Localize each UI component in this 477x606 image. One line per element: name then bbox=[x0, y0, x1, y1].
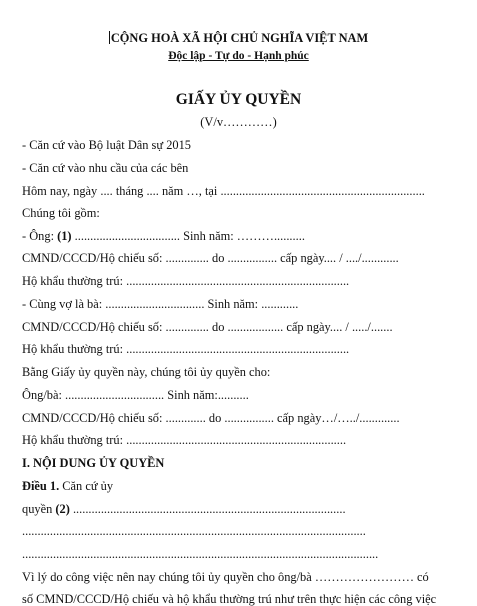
article-1-cont-line bbox=[22, 503, 346, 515]
date-place-line: Hôm nay, ngày .... tháng .... năm …, tại .................................................................. bbox=[22, 184, 425, 198]
section-heading-1: I. NỘI DUNG ỦY QUYỀN bbox=[22, 456, 165, 470]
article-1-label: Điều 1. bbox=[22, 479, 60, 493]
legal-basis-1: - Căn cứ vào Bộ luật Dân sự 2015 bbox=[22, 138, 191, 152]
national-title-text: CỘNG HOÀ XÃ HỘI CHỦ NGHĨA VIỆT NAM bbox=[110, 31, 369, 45]
wife-line: - Cùng vợ là bà: ................................ Sinh năm: ............ bbox=[22, 297, 299, 311]
mr-prefix: - Ông: bbox=[22, 229, 58, 243]
dotted-line-2: ................................................................................................................... bbox=[22, 547, 379, 561]
residence-line-1: Hộ khẩu thường trú: ........................................................................ bbox=[22, 274, 350, 288]
legal-basis-2: - Căn cứ vào nhu cầu của các bên bbox=[22, 161, 189, 175]
we-include-line: Chúng tôi gồm: bbox=[22, 206, 100, 220]
article-1-cont-prefix: quyền bbox=[22, 502, 56, 516]
article-1-note: (2) bbox=[55, 502, 70, 516]
recipient-line: Ông/bà: ................................ Sinh năm:.......... bbox=[22, 388, 249, 402]
national-title bbox=[0, 31, 477, 44]
mr-line bbox=[22, 230, 305, 242]
text-cursor bbox=[109, 31, 110, 44]
residence-line-3: Hộ khẩu thường trú: ....................................................................... bbox=[22, 433, 347, 447]
id-line-2: CMND/CCCD/Hộ chiếu số: .............. do .................. cấp ngày.... / ...../....... bbox=[22, 320, 393, 334]
residence-line-2: Hộ khẩu thường trú: ........................................................................ bbox=[22, 342, 350, 356]
authorize-to-line: Bằng Giấy ủy quyền này, chúng tôi ủy quyền cho: bbox=[22, 365, 271, 379]
document-subject: (V/v…………) bbox=[200, 115, 277, 129]
reason-line-2: số CMND/CCCD/Hộ chiếu và hộ khẩu thường trú như trên thực hiện các công việc bbox=[22, 592, 437, 606]
mr-rest: .................................. Sinh năm: ……….......... bbox=[71, 229, 305, 243]
mr-note: (1) bbox=[57, 229, 72, 243]
id-line-3: CMND/CCCD/Hộ chiếu số: ............. do ................ cấp ngày…/…../............. bbox=[22, 411, 400, 425]
dotted-line-1: ............................................................................................................... bbox=[22, 524, 366, 538]
article-1-cont-dots: ........................................................................................ bbox=[69, 502, 346, 516]
reason-line-1: Vì lý do công việc nên nay chúng tôi ủy quyền cho ông/bà …………………… có bbox=[22, 570, 429, 584]
id-line-1: CMND/CCCD/Hộ chiếu số: .............. do ................ cấp ngày.... / ..../............ bbox=[22, 251, 399, 265]
article-1-line bbox=[22, 480, 113, 492]
document-title: GIẤY ỦY QUYỀN bbox=[175, 91, 302, 108]
national-motto: Độc lập - Tự do - Hạnh phúc bbox=[168, 50, 309, 62]
article-1-text: Căn cứ ủy bbox=[59, 479, 114, 493]
